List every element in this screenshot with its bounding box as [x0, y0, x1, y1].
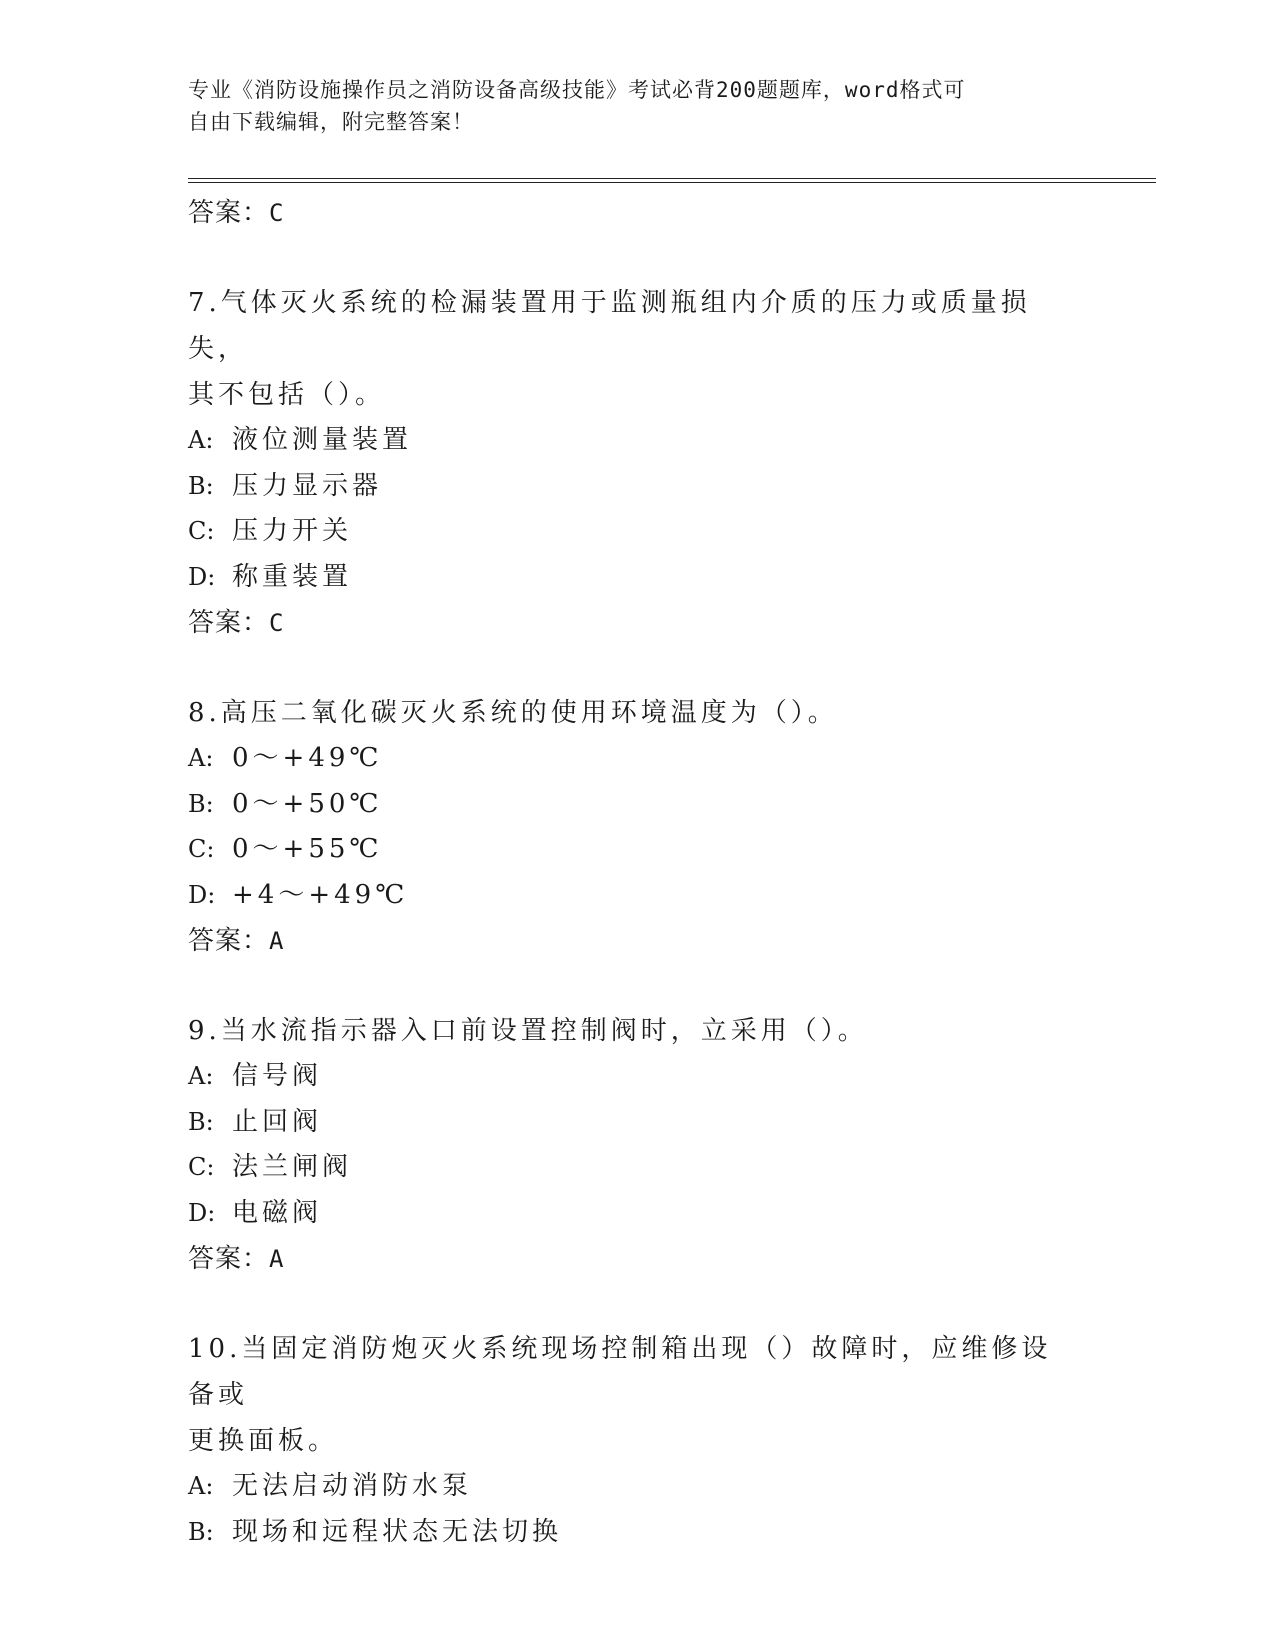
answer-value: C [269, 199, 285, 227]
option-a [188, 1464, 1088, 1510]
option-key: B: [188, 1107, 214, 1136]
answer-line [188, 918, 1088, 964]
answer-label: 答案： [188, 926, 270, 956]
question-text [188, 1326, 1068, 1464]
option-key: B: [188, 789, 214, 818]
option-text: 压力显示器 [232, 470, 383, 501]
question-item [188, 690, 1088, 964]
option-b [188, 782, 1088, 828]
option-text: 压力开关 [232, 516, 353, 546]
option-a [188, 418, 1088, 464]
option-key: A: [188, 744, 214, 772]
option-key: C: [188, 517, 215, 545]
option-text: 液位测量装置 [232, 425, 413, 455]
answer-value: C [269, 609, 285, 637]
option-d [188, 873, 1088, 919]
option-text: 0～+50℃ [232, 788, 383, 819]
option-key: B: [188, 471, 214, 500]
option-text: 现场和远程状态无法切换 [232, 1516, 563, 1547]
option-text: 止回阀 [232, 1106, 323, 1137]
question-text [188, 690, 1068, 736]
page-header [188, 74, 1068, 138]
option-key: C: [188, 1153, 215, 1181]
option-key: A: [188, 1472, 214, 1500]
question-item [188, 280, 1088, 646]
question-item [188, 1008, 1088, 1282]
answer-label: 答案： [188, 198, 270, 228]
option-key: C: [188, 835, 215, 863]
option-d [188, 555, 1088, 601]
option-text: 电磁阀 [232, 1197, 323, 1228]
question-text-line-1: 7.气体灭火系统的检漏装置用于监测瓶组内介质的压力或质量损失， [188, 288, 1031, 364]
option-b [188, 1510, 1088, 1556]
document-body [188, 190, 1088, 1555]
question-text [188, 280, 1068, 418]
answer-label: 答案： [188, 1244, 270, 1274]
option-c [188, 1145, 1088, 1191]
option-b [188, 464, 1088, 510]
option-text: 0～+49℃ [232, 743, 383, 773]
option-key: A: [188, 1062, 214, 1090]
option-a [188, 736, 1088, 782]
option-a [188, 1054, 1088, 1100]
answer-value: A [269, 927, 285, 955]
option-key: D: [188, 1198, 216, 1227]
answer-label: 答案： [188, 608, 270, 638]
answer-line [188, 600, 1088, 646]
question-text-line-1: 10.当固定消防炮灭火系统现场控制箱出现（）故障时，应维修设备或 [188, 1334, 1052, 1410]
option-key: B: [188, 1517, 214, 1546]
question-text-line-2: 更换面板。 [188, 1426, 339, 1456]
option-c [188, 509, 1088, 555]
question-text-line-1: 9.当水流指示器入口前设置控制阀时，立采用（）。 [188, 1016, 868, 1046]
option-text: 无法启动消防水泵 [232, 1471, 473, 1501]
answer-value: A [269, 1245, 285, 1273]
header-divider [188, 178, 1156, 183]
option-key: D: [188, 880, 216, 909]
question-text-line-1: 8.高压二氧化碳灭火系统的使用环境温度为（）。 [188, 698, 838, 728]
option-b [188, 1100, 1088, 1146]
option-text: 信号阀 [232, 1061, 323, 1091]
question-item [188, 1326, 1088, 1555]
header-line-1: 专业《消防设施操作员之消防设备高级技能》考试必背200题题库，word格式可 [188, 78, 966, 102]
answer-line [188, 1236, 1088, 1282]
option-key: D: [188, 562, 216, 591]
option-text: 法兰闸阀 [232, 1152, 353, 1182]
option-text: 称重装置 [232, 561, 353, 592]
question-text [188, 1008, 1068, 1054]
option-text: +4～+49℃ [232, 879, 409, 910]
header-line-2: 自由下载编辑，附完整答案！ [188, 110, 474, 134]
question-text-line-2: 其不包括（）。 [188, 380, 386, 410]
option-key: A: [188, 426, 214, 454]
option-c [188, 827, 1088, 873]
option-text: 0～+55℃ [232, 834, 383, 864]
answer-line [188, 190, 1088, 236]
option-d [188, 1191, 1088, 1237]
